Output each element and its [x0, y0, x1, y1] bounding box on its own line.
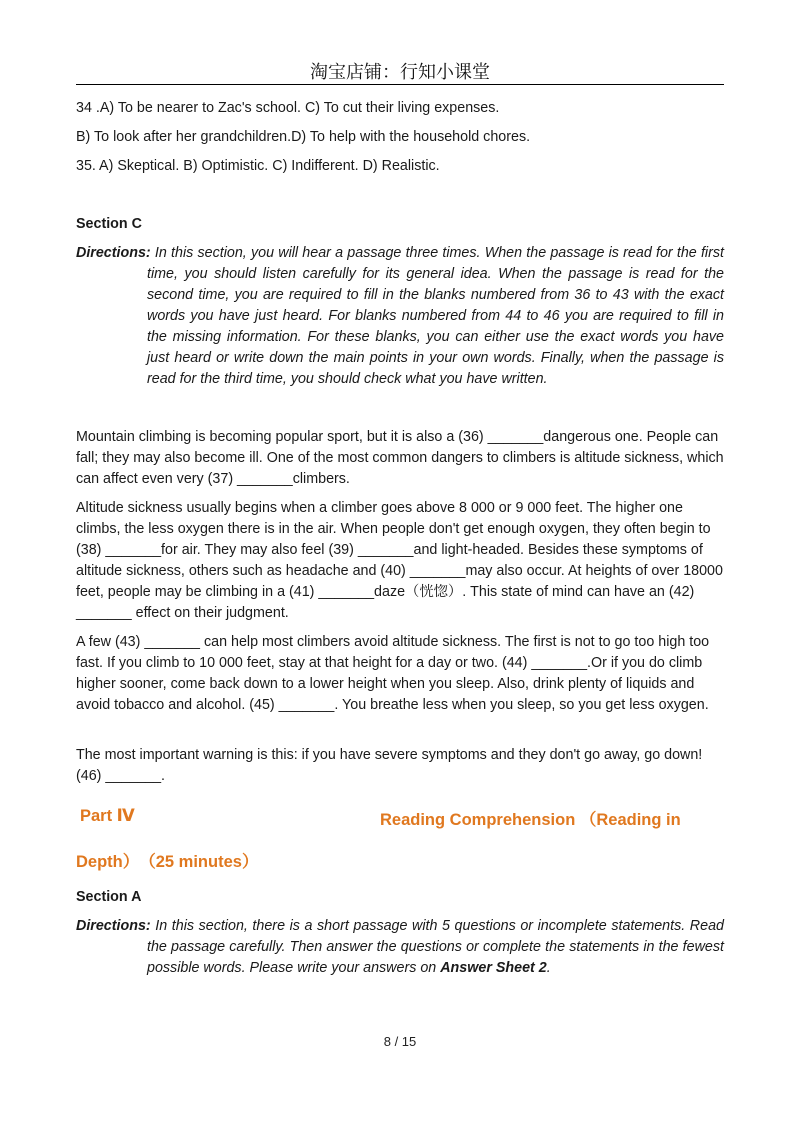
directions-text: In this section, there is a short passage with 5 questions or incomplete statements. Read the passage carefully. Then answer the questions or complete the statements in the fewest possible words. Please write your answers on — [147, 918, 724, 976]
q34-options-line2: B) To look after her grandchildren.D) To help with the household chores. — [76, 129, 531, 145]
page-number: 8 / 15 — [383, 1034, 417, 1049]
passage-paragraph-1: Mountain climbing is becoming popular sport, but it is also a (36) _______dangerous one. People can fall; they may also become ill. One of the most common dangers to climbers is altitude sickness, which can affect even very (37) _______climbers. — [76, 429, 724, 487]
part-iv-title-line2: Depth） （25 minutes） — [76, 853, 259, 871]
directions-label: Directions: — [76, 245, 151, 261]
passage-paragraph-3: A few (43) _______ can help most climbers avoid altitude sickness. The first is not to go too high too fast. If you climb to 10 000 feet, stay at that height for a day or two. (44) _______.Or if you do climb higher sooner, come back down to a lower height when you sleep. Also, drink plenty of liquids and avoid tobacco and alcohol. (45) _______. You breathe less when you sleep, so you get less oxygen. — [76, 634, 710, 713]
page-header-title: 淘宝店铺：行知小课堂 — [310, 62, 490, 83]
part-iv-title-line1: Reading Comprehension （Reading in — [380, 811, 681, 829]
directions-end: . — [546, 960, 551, 976]
passage-paragraph-4: The most important warning is this: if you have severe symptoms and they don't go away, go down! (46) _______. — [76, 747, 703, 784]
section-c-directions — [76, 243, 724, 390]
directions-label: Directions: — [76, 918, 151, 934]
part-iv-label: Part Ⅳ — [80, 807, 135, 825]
section-c-label: Section C — [76, 216, 142, 232]
header-divider — [76, 84, 724, 85]
answer-sheet-reference: Answer Sheet 2 — [440, 960, 547, 976]
q34-options-line1: 34 .A) To be nearer to Zac's school. C) To cut their living expenses. — [76, 100, 500, 116]
passage-paragraph-2: Altitude sickness usually begins when a climber goes above 8 000 or 9 000 feet. The higher one climbs, the less oxygen there is in the air. When people don't get enough oxygen, they often begin to (38) _______for air. They may also feel (39) _______and light-headed. Besides these symptoms of altitude sickness, others such as headache and (40) _______may also occur. At heights of over 18000 feet, people may be climbing in a (41) _______daze（恍惚）. This state of mind can have an (42) _______ effect on their judgment. — [76, 500, 723, 621]
directions-text: In this section, you will hear a passage three times. When the passage is read for the first time, you should listen carefully for its general idea. When the passage is read for the second time, you are required to fill in the blanks numbered from 36 to 43 with the exact words you have just heard. For blanks numbered from 44 to 46 you are required to fill in the missing information. For these blanks, you can either use the exact words you have just heard or write down the main points in your own words. Finally, when the passage is read for the third time, you should check what you have written. — [147, 245, 724, 387]
section-a-label: Section A — [76, 889, 142, 905]
q35-options: 35. A) Skeptical. B) Optimistic. C) Indifferent. D) Realistic. — [76, 158, 440, 174]
section-a-directions — [76, 916, 724, 979]
